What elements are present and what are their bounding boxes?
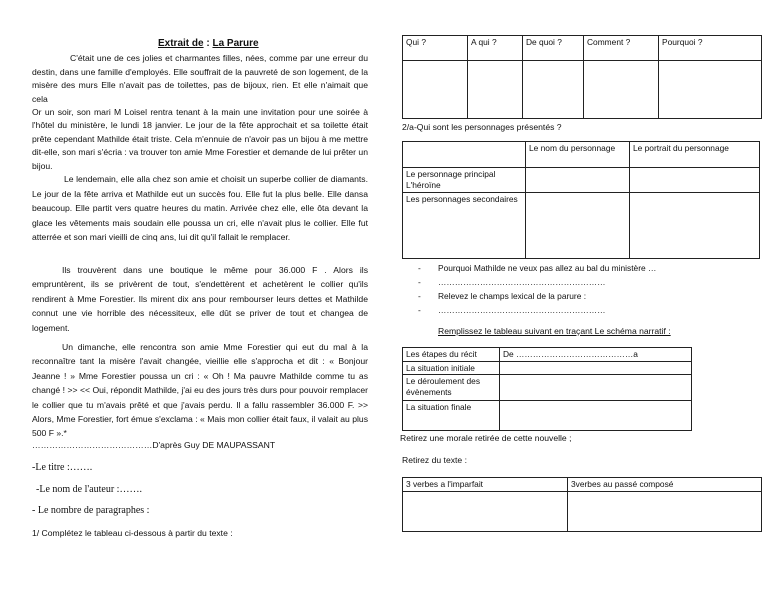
list-item: - Pourquoi Mathilde ne veux pas allez au bal du ministère … [418,261,758,275]
table-cell[interactable] [526,168,630,193]
paragraph-3: Ils trouvèrent dans une boutique le même pour 36.000 F . Alors ils empruntèrent, ils se privèrent de tout, s'endettèrent et achetèrent le collier qu'ils rendirent à Mme Forestier. Ils mirent dix ans pour rembourser leurs dettes et Mathilde connut une vie horrible des nécessiteux, elle dût se priver de tout et changea de logement. [32,265,368,333]
question-1: 1/ Complétez le tableau ci-dessous à partir du texte : [32,528,233,538]
signature: ……………………………………D'après Guy DE MAUPASSANT [32,440,276,450]
table-cell[interactable] [584,61,659,119]
table-cell[interactable] [523,61,584,119]
list-item: - Relevez le champs lexical de la parure : [418,289,758,303]
table-verbes: 3 verbes a l'imparfait 3verbes au passé composé [402,477,762,532]
paragraph-2: Le lendemain, elle alla chez son amie et choisit un superbe collier de diamants. Le jour de la fête arriva et Mathilde eut un succès fou. Elle fut la plus belle. Elle dansa beaucoup. Elle partit vers quatre heures du matin. Arrivée chez elle, elle ôta devant la glace les vêtements mais soudain elle poussa un cri, elle n'avait plus le collier. Elle fut atterrée et son mari vieilli de cinq ans, lui dit qu'il fallait le remplacer. [32,174,368,243]
table-cell[interactable] [403,61,468,119]
table-cell[interactable] [630,193,760,259]
question-titre: -Le titre :……. [32,462,93,473]
question-retirez: Retirez du texte : [402,455,467,465]
table-qui-quoi: Qui ? A qui ? De quoi ? Comment ? Pourquoi ? [402,35,762,119]
paragraph-1: C'était une de ces jolies et charmantes filles, nées, comme par une erreur du destin, dans une famille d'employés. Elle souffrait de la pauvreté de son logement, de la misère des murs Elle n'avait pas de toilettes, pas de bijoux, rien. Et elle n'aimait que cela [32,53,368,104]
table-cell[interactable] [468,61,523,119]
table-cell[interactable] [500,401,692,431]
table-personnages: Le nom du personnage Le portrait du personnage Le personnage principal L'héroïne Les personnages secondaires [402,141,760,259]
paragraph-4: Un dimanche, elle rencontra son amie Mme Forestier qui eut du mal à la reconnaître tant la misère l'avait changée, vieillie elle s'approcha et dit : « Bonjour Jeanne ! » Mme Forestier poussa un cri : « Oh ! Ma pauvre Mathilde comme tu as changé ! >> << Oui, répondit Mathilde, j'ai eu des jours très durs pour pouvoir remplacer le collier que tu m'avais prêté et que j'avais perdu. Il a fallu rassembler 36.000 F. >> Alors, Mme Forestier, fort émue s'exclama : « Mais mon collier était faux, il valait au plus 500 F ».* [32,342,368,439]
table-cell[interactable] [568,491,762,531]
table-cell[interactable] [526,193,630,259]
list-item: - …………………………………………………… [418,303,758,317]
schema-title: Remplissez le tableau suivant en traçant Le schéma narratif : [438,326,671,336]
table-schema-narratif: Les étapes du récit De ……………………………………a La situation initiale Le déroulement des évènements La situation finale [402,347,692,431]
table-cell[interactable] [500,375,692,401]
table-cell[interactable] [403,491,568,531]
table-cell[interactable] [500,361,692,375]
question-2: 2/a-Qui sont les personnages présentés ? [402,122,562,132]
paragraph-1b: Or un soir, son mari M Loisel rentra tenant à la main une invitation pour une soirée à l'hôtel du ministère, le lundi 18 janvier. Le jour de la fête approchait et sa toilette était prête cependant Mathilde était triste. Cela m'ennuie de n'avoir pas un bijou à me mettre dit-elle, son mari s'écria : va trouver ton amie Mme Forestier et demande de lui prêter un bijou. [32,107,368,171]
list-item: - …………………………………………………… [418,275,758,289]
page-title: Extrait de : La Parure [158,38,259,49]
question-paragraphes: - Le nombre de paragraphes : [32,505,150,516]
question-morale: Retirez une morale retirée de cette nouvelle ; [400,433,572,443]
table-cell[interactable] [630,168,760,193]
bullet-list [418,261,758,317]
table-cell[interactable] [659,61,762,119]
question-auteur: -Le nom de l'auteur :……. [36,484,142,495]
